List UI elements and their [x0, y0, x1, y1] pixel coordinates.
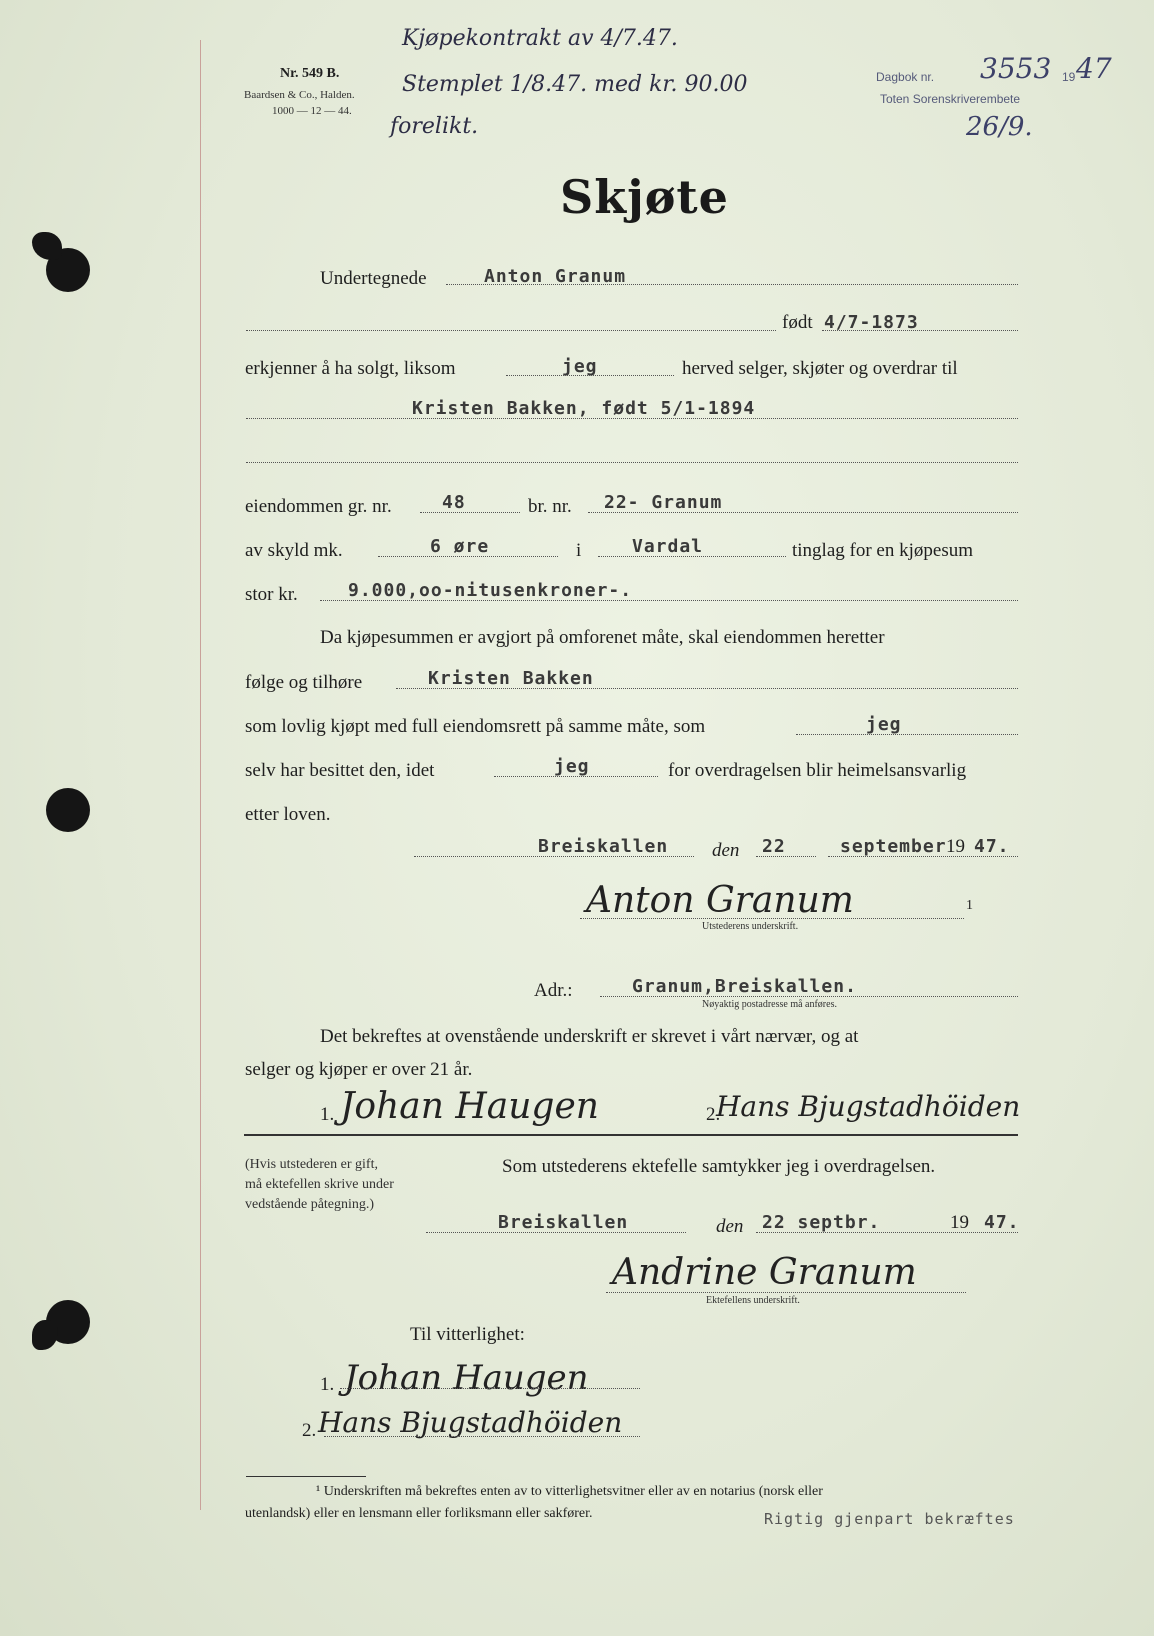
- witness-signature: Johan Haugen: [340, 1086, 599, 1127]
- spouse-note-line: vedstående påtegning.): [245, 1197, 375, 1212]
- folge-value: Kristen Bakken: [428, 668, 594, 689]
- fill-line: [340, 1388, 640, 1389]
- witness-number: 2.: [706, 1104, 721, 1125]
- label-herved: herved selger, skjøter og overdrar til: [682, 358, 958, 379]
- label-tinglag: tinglag for en kjøpesum: [792, 540, 973, 561]
- seller-signature: Anton Granum: [586, 880, 854, 921]
- label-address: Adr.:: [534, 980, 573, 1001]
- fill-line: [588, 512, 1018, 513]
- fill-line: [246, 330, 776, 331]
- footnote-rule: [246, 1476, 366, 1477]
- certified-copy-stamp: Rigtig gjenpart bekræftes: [764, 1510, 1015, 1528]
- label-undertegnede: Undertegnede: [320, 268, 427, 289]
- footnote-marker: 1: [966, 898, 973, 913]
- label-skyld: av skyld mk.: [245, 540, 343, 561]
- stamp-date: 26/9.: [966, 112, 1033, 142]
- spouse-signature-caption: Ektefellens underskrift.: [706, 1295, 800, 1306]
- spouse-note-line: må ektefellen skrive under: [245, 1177, 394, 1192]
- fill-line: [796, 734, 1018, 735]
- fill-line: [606, 1292, 966, 1293]
- label-stor-kr: stor kr.: [245, 584, 298, 605]
- fill-line: [426, 1232, 686, 1233]
- seller-name: Anton Granum: [484, 266, 627, 287]
- witness-number: 1.: [320, 1374, 335, 1395]
- fill-line: [396, 688, 1018, 689]
- seller-born: 4/7-1873: [824, 312, 919, 333]
- selv-value: jeg: [554, 756, 590, 777]
- witness-number: 1.: [320, 1104, 335, 1125]
- dating-date: 22 septbr.: [762, 1212, 881, 1233]
- label-for-overdragelsen: for overdragelsen blir heimelsansvarlig: [668, 760, 967, 781]
- stamp-number: 3553: [980, 52, 1052, 85]
- witness-signature: Hans Bjugstadhöiden: [716, 1090, 1021, 1123]
- address-caption: Nøyaktig postadresse må anføres.: [702, 999, 837, 1010]
- fill-line: [324, 1436, 640, 1437]
- fill-line: [246, 462, 1018, 463]
- fill-line: [420, 512, 520, 513]
- erkjenner-value: jeg: [562, 356, 598, 377]
- dating-year: 47.: [984, 1212, 1020, 1233]
- label-lovlig: som lovlig kjøpt med full eiendomsrett på samme måte, som: [245, 716, 706, 737]
- document-title: Skjøte: [560, 170, 729, 224]
- punch-hole: [46, 788, 90, 832]
- spouse-signature: Andrine Granum: [612, 1252, 917, 1293]
- br-nr: 22- Granum: [604, 492, 723, 513]
- label-erkjenner: erkjenner å ha solgt, liksom: [245, 358, 456, 379]
- stamp-dagbok-label: Dagbok nr.: [876, 70, 935, 84]
- fill-line: [320, 600, 1018, 601]
- form-number: Nr. 549 B.: [280, 66, 340, 81]
- label-eiendommen: eiendommen gr. nr.: [245, 496, 392, 517]
- stamp-year: 47: [1076, 52, 1112, 85]
- place-vardal: Vardal: [632, 536, 704, 557]
- fill-line: [580, 918, 964, 919]
- label-etter-loven: etter loven.: [245, 804, 331, 825]
- fill-line: [822, 330, 1018, 331]
- year-prefix: 19: [946, 836, 965, 857]
- seller-signature-caption: Utstederens underskrift.: [702, 921, 799, 932]
- handwritten-note-line: forelikt.: [390, 114, 479, 139]
- year-prefix: 19: [950, 1212, 969, 1233]
- label-selv: selv har besittet den, idet: [245, 760, 435, 781]
- ink-blot: [32, 232, 62, 260]
- stamp-office: Toten Sorenskriverembete: [880, 92, 1021, 106]
- confirmation-line-2: selger og kjøper er over 21 år.: [245, 1059, 473, 1080]
- print-run: 1000 — 12 — 44.: [272, 105, 352, 117]
- divider-rule: [244, 1134, 1018, 1136]
- dating-place: Breiskallen: [538, 836, 669, 857]
- gr-nr: 48: [442, 492, 466, 513]
- dating-year: 47.: [974, 836, 1010, 857]
- fill-line: [446, 284, 1018, 285]
- label-fodt: født: [782, 312, 813, 333]
- fill-line: [494, 776, 658, 777]
- footnote-line: utenlandsk) eller en lensmann eller forliksmann eller sakfører.: [245, 1506, 593, 1521]
- margin-rule: [200, 40, 201, 1510]
- skyld-value: 6 øre: [430, 536, 490, 557]
- vitterlighet-label: Til vitterlighet:: [410, 1324, 525, 1345]
- fill-line: [828, 856, 1018, 857]
- label-den: den: [712, 840, 740, 861]
- fill-line: [414, 856, 694, 857]
- fill-line: [756, 1232, 1018, 1233]
- lovlig-value: jeg: [866, 714, 902, 735]
- paragraph-1: Da kjøpesummen er avgjort på omforenet måte, skal eiendommen heretter: [320, 627, 885, 648]
- ink-blot: [32, 1320, 58, 1350]
- fill-line: [598, 556, 786, 557]
- handwritten-note-line: Kjøpekontrakt av 4/7.47.: [402, 26, 678, 51]
- witness-signature: Johan Haugen: [344, 1358, 589, 1398]
- purchase-amount: 9.000,oo-nitusenkroner-.: [348, 580, 633, 601]
- printer-name: Baardsen & Co., Halden.: [244, 89, 355, 101]
- address-value: Granum,Breiskallen.: [632, 976, 857, 997]
- buyer-line: Kristen Bakken, født 5/1-1894: [412, 398, 756, 419]
- dating-month: september: [840, 836, 947, 857]
- fill-line: [600, 996, 1018, 997]
- handwritten-note-line: Stemplet 1/8.47. med kr. 90.00: [402, 72, 748, 97]
- witness-number: 2.: [302, 1420, 317, 1441]
- spouse-note-line: (Hvis utstederen er gift,: [245, 1157, 378, 1172]
- fill-line: [378, 556, 558, 557]
- label-br-nr: br. nr.: [528, 496, 572, 517]
- label-folge: følge og tilhøre: [245, 672, 363, 693]
- fill-line: [246, 418, 1018, 419]
- spouse-consent: Som utstederens ektefelle samtykker jeg i overdragelsen.: [502, 1156, 936, 1177]
- stamp-year-label: 19: [1062, 70, 1076, 84]
- dating-place: Breiskallen: [498, 1212, 629, 1233]
- witness-signature: Hans Bjugstadhöiden: [318, 1406, 623, 1439]
- confirmation-line-1: Det bekreftes at ovenstående underskrift er skrevet i vårt nærvær, og at: [320, 1026, 859, 1047]
- dating-day: 22: [762, 836, 786, 857]
- label-i: i: [576, 540, 582, 561]
- fill-line: [756, 856, 816, 857]
- footnote-line: ¹ Underskriften må bekreftes enten av to vitterlighetsvitner eller av en notarius (norsk eller: [316, 1484, 823, 1499]
- fill-line: [506, 375, 674, 376]
- label-den: den: [716, 1216, 744, 1237]
